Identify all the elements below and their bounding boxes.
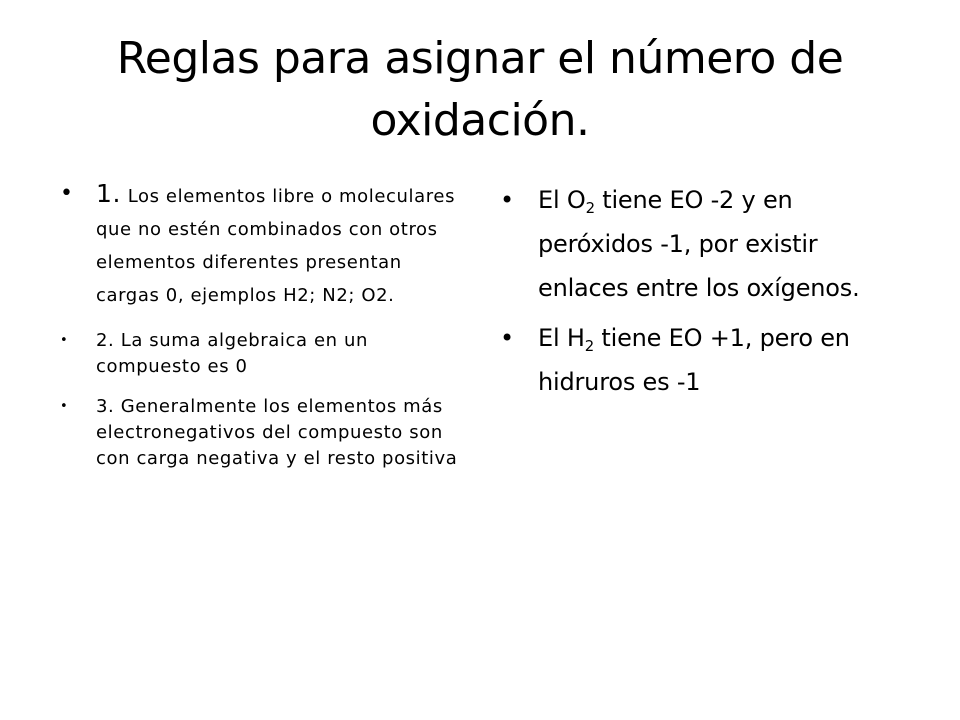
rule-1-number: 1. bbox=[96, 179, 122, 208]
bullet-icon: • bbox=[500, 186, 514, 214]
list-item-rule-2 bbox=[60, 328, 460, 380]
hydrogen-text-post: tiene EO +1, pero en hidruros es -1 bbox=[538, 324, 850, 396]
rule-2-text: 2. La suma algebraica en un compuesto es 0 bbox=[96, 330, 369, 377]
oxygen-text-pre: El O bbox=[538, 186, 586, 214]
rule-3-text: 3. Generalmente los elementos más electronegativos del compuesto son con carga negativa y el resto positiva bbox=[96, 396, 458, 469]
hydrogen-subscript: 2 bbox=[584, 337, 594, 356]
oxygen-text-post: tiene EO -2 y en peróxidos -1, por existir enlaces entre los oxígenos. bbox=[538, 186, 860, 302]
bullet-icon: • bbox=[60, 333, 69, 348]
oxygen-subscript: 2 bbox=[585, 199, 595, 218]
bullet-icon: • bbox=[60, 399, 69, 414]
left-bullet-list bbox=[60, 178, 460, 472]
list-item-rule-3 bbox=[60, 394, 460, 472]
bullet-icon: • bbox=[60, 181, 74, 206]
hydrogen-text-pre: El H bbox=[538, 324, 585, 352]
bullet-icon: • bbox=[500, 324, 514, 352]
right-column bbox=[500, 178, 900, 410]
slide-title: Reglas para asignar el número de oxidación. bbox=[116, 33, 844, 146]
list-item-hydrogen bbox=[500, 316, 900, 404]
list-item-rule-1 bbox=[60, 178, 460, 312]
list-item-oxygen bbox=[500, 178, 900, 310]
left-column bbox=[60, 178, 460, 486]
right-bullet-list bbox=[500, 178, 900, 404]
rule-1-text: Los elementos libre o moleculares que no estén combinados con otros elementos diferentes presentan cargas 0, ejemplos H2; N2; O2. bbox=[96, 186, 456, 306]
